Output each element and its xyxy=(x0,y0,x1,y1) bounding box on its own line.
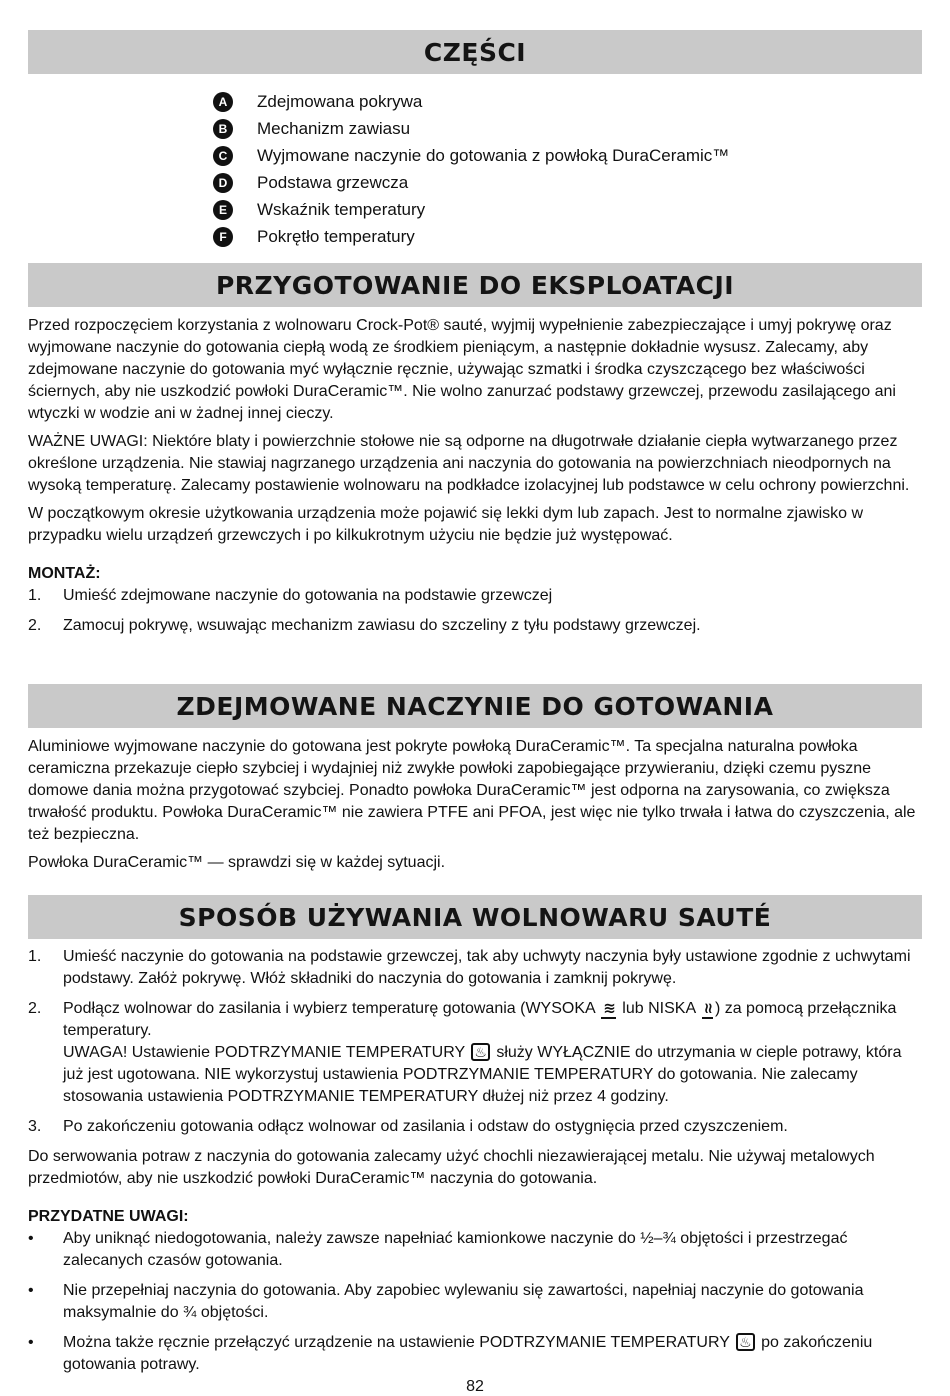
parts-section-title: CZĘŚCI xyxy=(28,30,922,74)
tips-heading: PRZYDATNE UWAGI: xyxy=(28,1208,189,1225)
step-number: 2. xyxy=(28,1000,42,1017)
page-number: 82 xyxy=(466,1378,484,1395)
step-number: 1. xyxy=(28,948,42,965)
part-letter-badge: C xyxy=(213,146,233,166)
tip-content xyxy=(63,1332,923,1376)
tip-item xyxy=(28,1280,923,1324)
step-text: Zamocuj pokrywę, wsuwając mechanizm zawiasu do szczeliny z tyłu podstawy grzewczej. xyxy=(63,617,701,634)
part-label: Podstawa grzewcza xyxy=(257,172,409,192)
tip-item xyxy=(28,1332,923,1376)
usage-steps xyxy=(28,946,923,1138)
note-text: UWAGA! Ustawienie PODTRZYMANIE TEMPERATURY xyxy=(63,1044,465,1061)
bullet: • xyxy=(28,1282,34,1299)
part-label: Pokrętło temperatury xyxy=(257,226,415,246)
tip-text: Można także ręcznie przełączyć urządzenie na ustawienie PODTRZYMANIE TEMPERATURY xyxy=(63,1334,730,1351)
prep-section-title: PRZYGOTOWANIE DO EKSPLOATACJI xyxy=(28,263,922,307)
part-item xyxy=(213,169,729,196)
tip-text: Nie przepełniaj naczynia do gotowania. Aby zapobiec wylewaniu się zawartości, napełniaj naczynie do gotowania maksymalnie do ¾ objętości. xyxy=(63,1282,864,1321)
usage-step xyxy=(28,946,923,990)
step-text: Po zakończeniu gotowania odłącz wolnowar od zasilania i odstaw do ostygnięcia przed czyszczeniem. xyxy=(63,1118,788,1135)
serving-paragraph: Do serwowania potraw z naczynia do gotowania zalecamy użyć chochli niezawierającej metalu. Nie używaj metalowych przedmiotów, aby nie uszkodzić powłoki DuraCeramic™ naczynia do gotowania. xyxy=(28,1148,875,1187)
bullet: • xyxy=(28,1230,34,1247)
assembly-steps xyxy=(28,585,923,637)
part-letter-badge: A xyxy=(213,92,233,112)
part-item xyxy=(213,115,729,142)
part-label: Wskaźnik temperatury xyxy=(257,199,426,219)
part-label: Wyjmowane naczynie do gotowania z powłoką DuraCeramic™ xyxy=(257,145,730,165)
step-text: Podłącz wolnowar do zasilania i wybierz temperaturę gotowania (WYSOKA xyxy=(63,1000,595,1017)
high-heat-icon: ≋ xyxy=(603,1000,614,1017)
step-number: 3. xyxy=(28,1118,42,1135)
step-text: Umieść zdejmowane naczynie do gotowania na podstawie grzewczej xyxy=(63,587,553,604)
pot-paragraph: Aluminiowe wyjmowane naczynie do gotowana jest pokryte powłoką DuraCeramic™. Ta specjalna naturalna powłoka ceramiczna przekazuje ciepło szybciej i wydajniej niż zwykłe powłoki zapobiegające przywieraniu, dzięki czemu pyszne domowe dania można przygotować szybciej. Ponadto powłoka DuraCeramic™ jest odporna na zarysowania, co zwiększa trwałość produktu. Powłoka DuraCeramic™ nie zawiera PTFE ani PFOA, jest więc nie tylko trwała i łatwa do czyszczenia, ale też bezpieczna. xyxy=(28,738,916,843)
part-item xyxy=(213,142,729,169)
tips-list xyxy=(28,1228,923,1376)
step-number: 1. xyxy=(28,587,42,604)
tip-text: po zakończeniu gotowania potrawy. xyxy=(63,1334,873,1373)
keep-warm-note xyxy=(63,1042,923,1108)
part-letter-badge: D xyxy=(213,173,233,193)
bullet: • xyxy=(28,1334,34,1351)
step-text: Umieść naczynie do gotowania na podstawie grzewczej, tak aby uchwyty naczynia były ustawione zgodnie z uchwytami podstawy. Załóż pokrywę. Włóż składniki do naczynia do gotowania i zamknij pokrywę. xyxy=(63,948,911,987)
part-label: Zdejmowana pokrywa xyxy=(257,91,423,111)
tip-item xyxy=(28,1228,923,1272)
pot-body xyxy=(28,736,923,874)
usage-section-title: SPOSÓB UŻYWANIA WOLNOWARU SAUTÉ xyxy=(28,895,922,939)
note-text: służy WYŁĄCZNIE do utrzymania w cieple potrawy, która już jest ugotowana. NIE wykorzystuj ustawienia PODTRZYMANIE TEMPERATURY do gotowania. Nie zalecamy stosowania ustawienia PODTRZYMANIE TEMPERATURY dłużej niż przez 4 godziny. xyxy=(63,1044,902,1105)
part-letter-badge: B xyxy=(213,119,233,139)
parts-list xyxy=(213,88,729,250)
pot-tagline: Powłoka DuraCeramic™ — sprawdzi się w każdej sytuacji. xyxy=(28,854,446,871)
keep-warm-icon: ♨ xyxy=(736,1333,755,1351)
part-item xyxy=(213,196,729,223)
important-notes-paragraph: WAŻNE UWAGI: Niektóre blaty i powierzchnie stołowe nie są odporne na długotrwałe działanie ciepła wytwarzanego przez określone urządzenia. Nie stawiaj nagrzanego urządzenia ani naczynia do gotowania na powierzchniach nieodpornych na wysoką temperaturę. Zalecamy postawienie wolnowaru na podkładce izolacyjnej lub podstawce w celu ochrony powierzchni. xyxy=(28,433,910,494)
assembly-heading: MONTAŻ: xyxy=(28,565,101,582)
step-number: 2. xyxy=(28,617,42,634)
prep-body xyxy=(28,315,923,637)
usage-body xyxy=(28,946,923,1376)
part-letter-badge: E xyxy=(213,200,233,220)
prep-paragraph: Przed rozpoczęciem korzystania z wolnowaru Crock-Pot® sauté, wyjmij wypełnienie zabezpieczające i umyj pokrywę oraz wyjmowane naczynie do gotowania ciepłą wodą ze środkiem pieniącym, a następnie dokładnie wysusz. Zalecamy, aby zdejmowane naczynie do gotowania myć wyłącznie ręcznie, używając szmatki i środka czyszczącego bez właściwości ściernych, aby nie uszkodzić powłoki DuraCeramic™. Nie wolno zanurzać podstawy grzewczej, przewodu zasilającego ani wtyczki w wodzie ani w żadnej innej cieczy. xyxy=(28,317,896,422)
step-text: lub NISKA xyxy=(622,1000,696,1017)
assembly-step xyxy=(28,615,923,637)
pot-section-title: ZDEJMOWANE NACZYNIE DO GOTOWANIA xyxy=(28,684,922,728)
usage-step xyxy=(28,998,923,1108)
part-letter-badge: F xyxy=(213,227,233,247)
first-use-paragraph: W początkowym okresie użytkowania urządzenia może pojawić się lekki dym lub zapach. Jest to normalne zjawisko w przypadku wielu urządzeń grzewczych i po kilkukrotnym użyciu nie będzie już występować. xyxy=(28,505,864,544)
usage-step xyxy=(28,1116,923,1138)
tip-text: Aby uniknąć niedogotowania, należy zawsze napełniać kamionkowe naczynie do ½–¾ objętości i przestrzegać zalecanych czasów gotowania. xyxy=(63,1230,848,1269)
assembly-step xyxy=(28,585,923,607)
step-text: ) za pomocą przełącznika temperatury. xyxy=(63,1000,897,1039)
keep-warm-icon: ♨ xyxy=(471,1043,490,1061)
part-item xyxy=(213,88,729,115)
part-item xyxy=(213,223,729,250)
step-content xyxy=(63,998,923,1108)
low-heat-icon: ≀≀ xyxy=(703,1000,711,1017)
part-label: Mechanizm zawiasu xyxy=(257,118,411,138)
